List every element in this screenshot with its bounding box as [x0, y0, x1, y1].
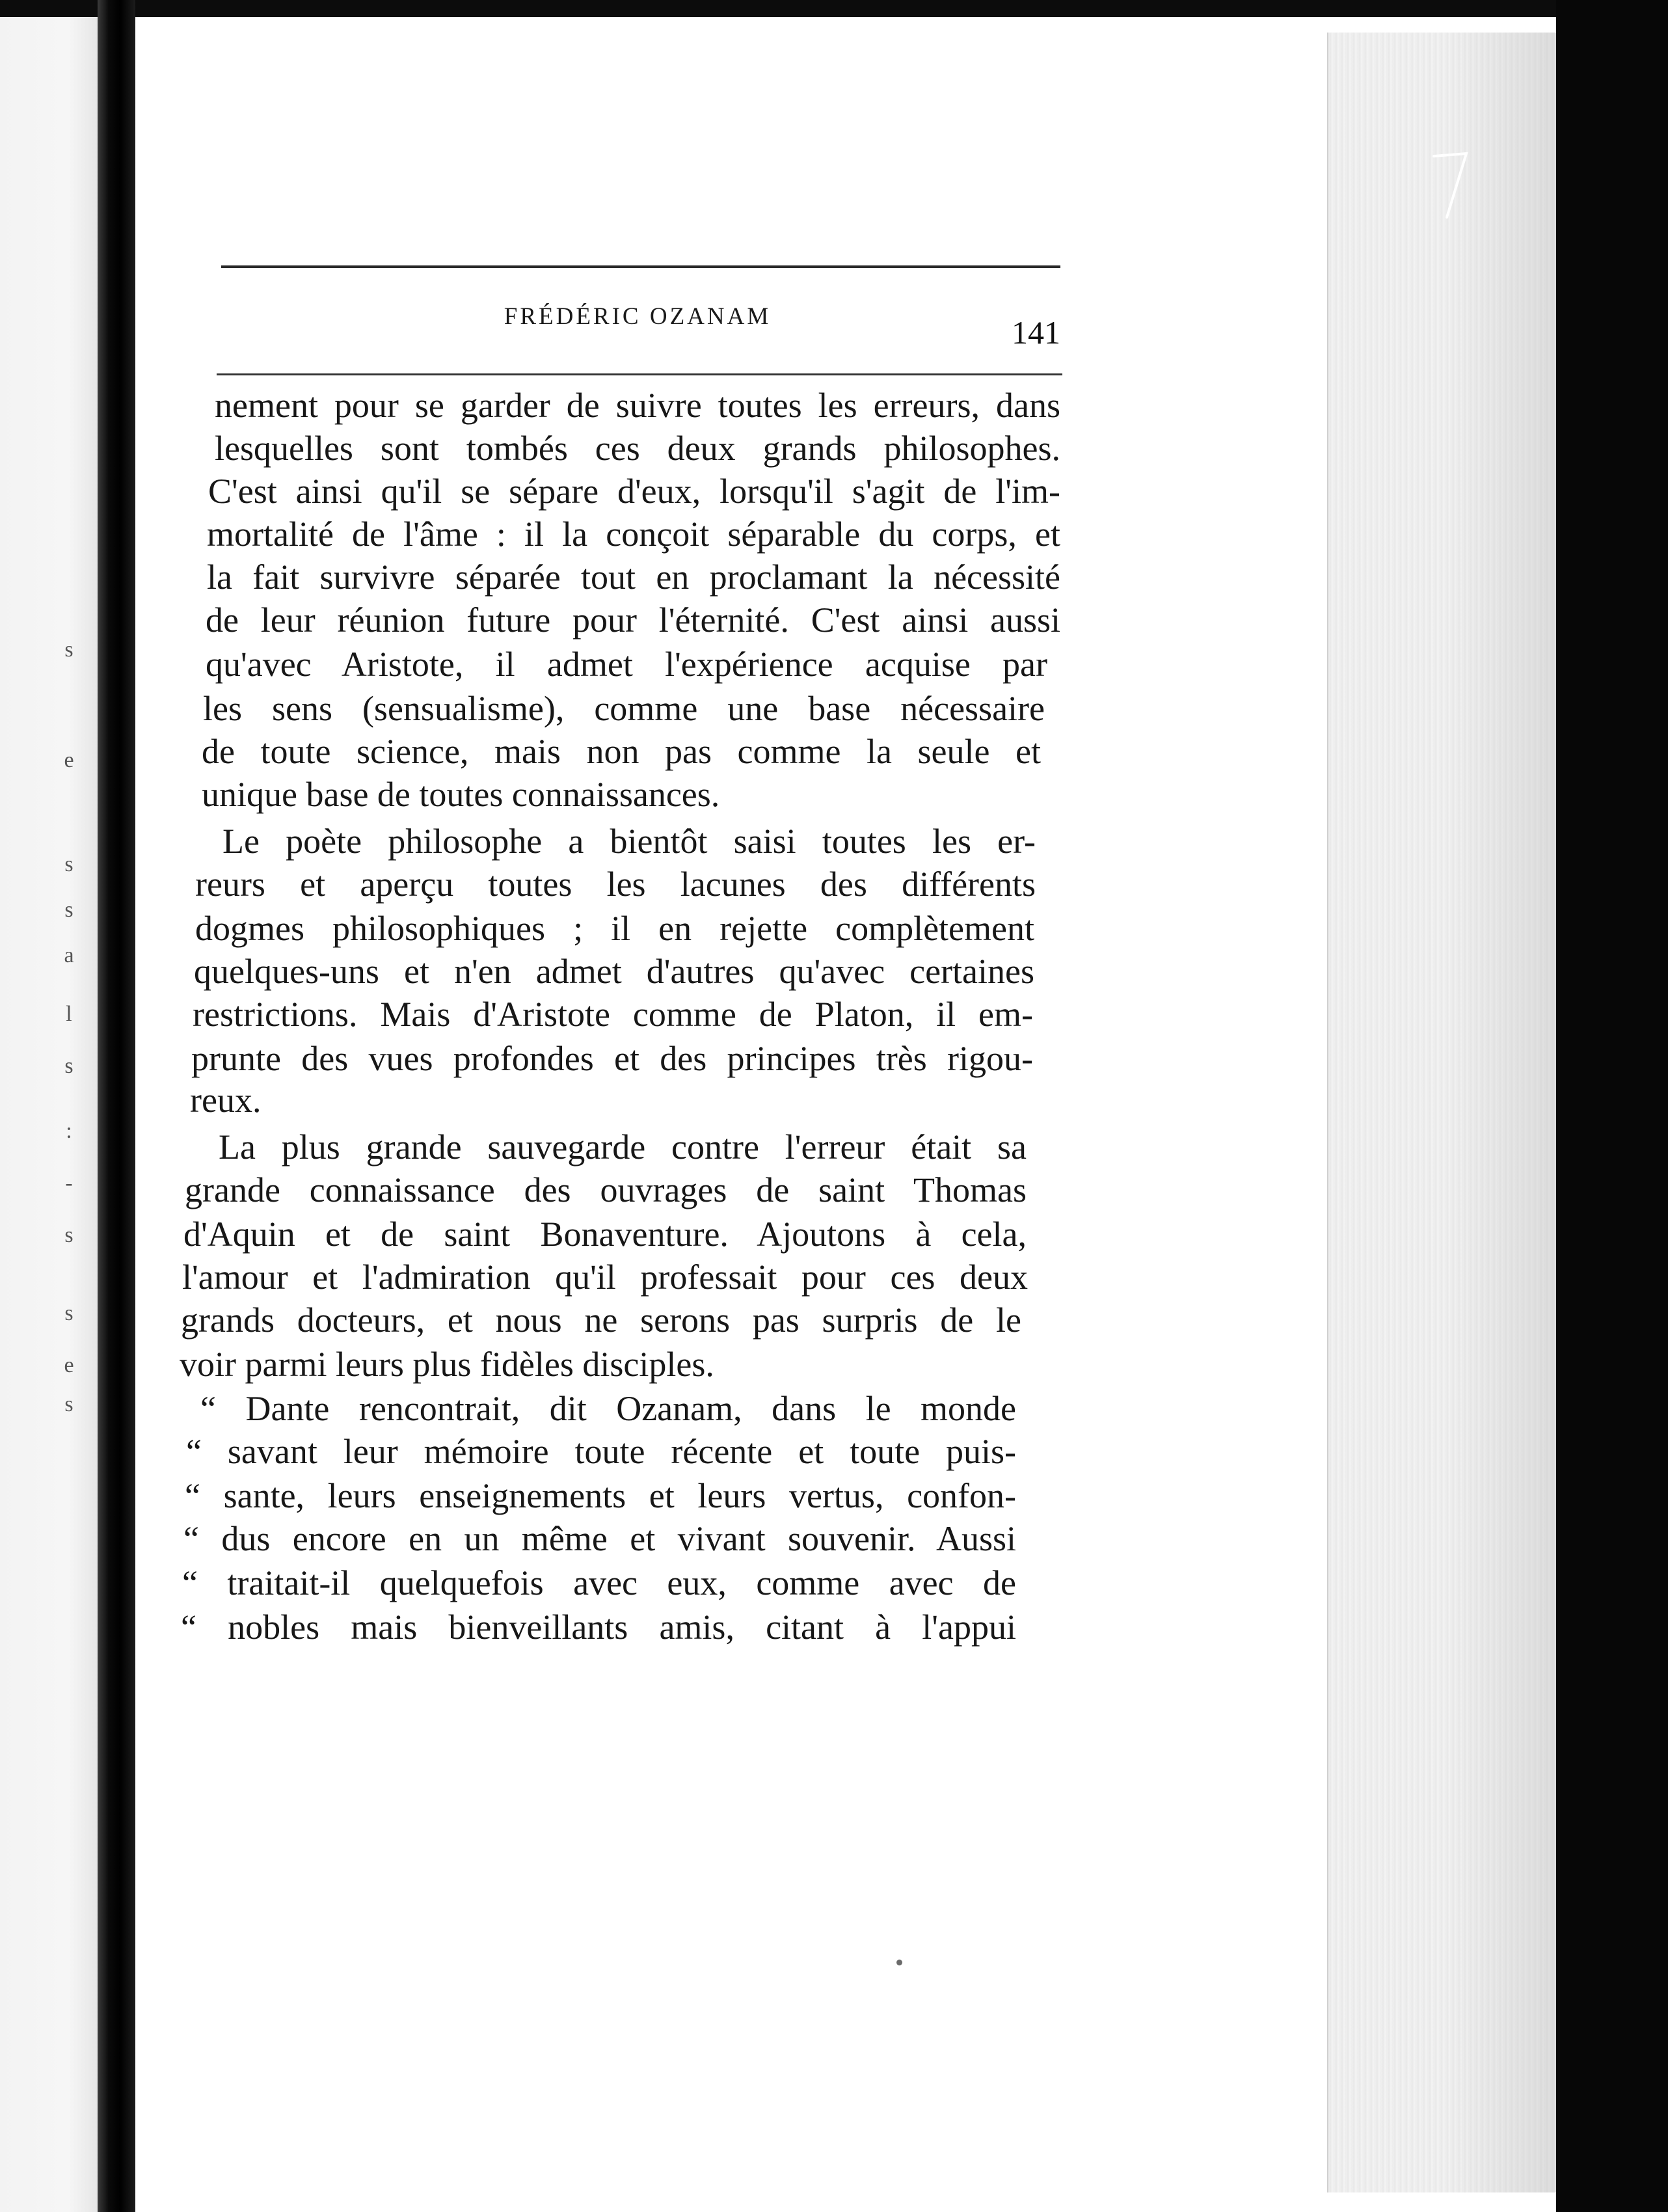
text-line: grands docteurs, et nous ne serons pas surpris de le — [181, 1301, 1021, 1340]
text-line: “ sante, leurs enseignements et leurs vertus, confon- — [185, 1476, 1016, 1515]
facing-page-letter: e — [64, 748, 74, 772]
header-rule-top — [221, 265, 1060, 268]
text-line: la fait survivre séparée tout en proclamant la nécessité — [207, 558, 1060, 597]
page-stack-shadow — [1444, 33, 1556, 2192]
text-line: de toute science, mais non pas comme la seule et — [202, 732, 1041, 771]
facing-page-letter: s — [64, 1392, 74, 1416]
facing-page-edge — [0, 17, 98, 2212]
text-line: restrictions. Mais d'Aristote comme de Platon, il em- — [193, 995, 1033, 1034]
facing-page-letter: s — [64, 1223, 74, 1247]
text-line: Le poète philosophe a bientôt saisi toutes les er- — [222, 822, 1036, 861]
facing-page-letter: - — [65, 1171, 73, 1195]
text-line: “ Dante rencontrait, dit Ozanam, dans le monde — [200, 1389, 1016, 1428]
text-line: les sens (sensualisme), comme une base nécessaire — [203, 689, 1045, 728]
text-line: lesquelles sont tombés ces deux grands philosophes. — [215, 429, 1060, 468]
text-line: reux. — [190, 1081, 262, 1120]
page-number: 141 — [1012, 314, 1060, 351]
text-line: reurs et aperçu toutes les lacunes des différents — [195, 865, 1036, 904]
text-line: quelques-uns et n'en admet d'autres qu'avec certaines — [194, 952, 1034, 991]
facing-page-letter: e — [64, 1353, 74, 1377]
scan-right-edge — [1556, 0, 1668, 2212]
text-line: “ dus encore en un même et vivant souvenir. Aussi — [183, 1519, 1016, 1558]
text-line: unique base de toutes connaissances. — [202, 775, 720, 814]
text-line: dogmes philosophiques ; il en rejette complètement — [195, 909, 1034, 948]
scan-top-edge — [0, 0, 1668, 17]
book-page — [135, 17, 1327, 2212]
facing-page-letter: a — [64, 943, 74, 967]
text-line: mortalité de l'âme : il la conçoit séparable du corps, et — [207, 515, 1060, 554]
facing-page-letter: : — [66, 1119, 72, 1143]
text-line: l'amour et l'admiration qu'il professait pour ces deux — [182, 1258, 1028, 1297]
text-line: C'est ainsi qu'il se sépare d'eux, lorsqu'il s'agit de l'im- — [208, 472, 1060, 511]
facing-page-letter: s — [64, 1054, 74, 1078]
pencil-mark-icon — [1431, 150, 1470, 221]
text-line: d'Aquin et de saint Bonaventure. Ajoutons à cela, — [183, 1215, 1027, 1254]
ink-speck — [896, 1960, 902, 1965]
text-line: “ nobles mais bienveillants amis, citant à l'appui — [181, 1608, 1016, 1647]
text-line: prunte des vues profondes et des principes très rigou- — [191, 1039, 1033, 1078]
facing-page-text-fragments — [62, 638, 82, 1809]
running-head-title: FRÉDÉRIC OZANAM — [504, 303, 772, 330]
facing-page-letter: s — [64, 898, 74, 922]
book-binding-gutter — [98, 0, 135, 2212]
text-line: “ savant leur mémoire toute récente et toute puis- — [186, 1432, 1016, 1471]
text-line: voir parmi leurs plus fidèles disciples. — [180, 1345, 714, 1384]
text-line: “ traitait-il quelquefois avec eux, comme avec de — [182, 1563, 1016, 1602]
facing-page-letter: l — [66, 1002, 72, 1026]
header-rule-bottom — [217, 373, 1062, 375]
text-line: La plus grande sauvegarde contre l'erreur était sa — [219, 1127, 1027, 1167]
facing-page-letter: s — [64, 852, 74, 876]
text-line: grande connaissance des ouvrages de saint Thomas — [185, 1170, 1027, 1209]
text-line: qu'avec Aristote, il admet l'expérience acquise par — [206, 645, 1047, 684]
facing-page-letter: s — [64, 638, 74, 662]
text-line: de leur réunion future pour l'éternité. C'est ainsi aussi — [206, 600, 1060, 640]
facing-page-letter: s — [64, 1301, 74, 1325]
text-line: nement pour se garder de suivre toutes les erreurs, dans — [215, 386, 1060, 425]
